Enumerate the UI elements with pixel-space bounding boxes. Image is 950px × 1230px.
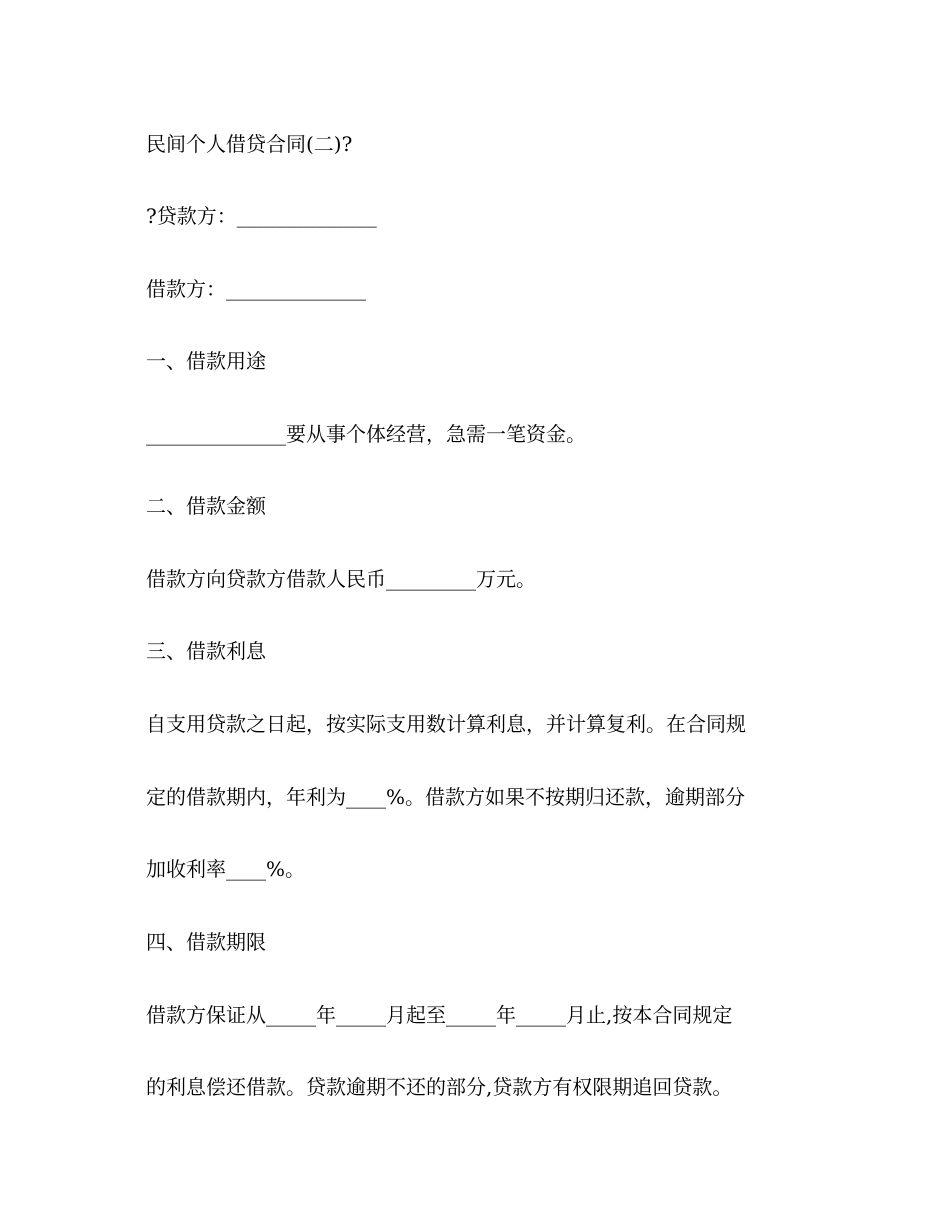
section-body-purpose: ______________要从事个体经营，急需一笔资金。: [146, 422, 586, 446]
interest-text-line: 加收利率____%。: [146, 857, 306, 881]
section-heading-amount: 二、借款金额: [146, 494, 266, 518]
term-text-line: 借款方保证从_____年_____月起至_____年_____月止,按本合同规定: [146, 1003, 733, 1027]
borrower-field: 借款方：______________: [146, 277, 366, 301]
section-heading-term: 四、借款期限: [146, 930, 266, 954]
section-body-amount: 借款方向贷款方借款人民币_________万元。: [146, 567, 536, 591]
lender-field: ?贷款方：______________: [146, 204, 377, 228]
term-text-line: 的利息偿还借款。贷款逾期不还的部分,贷款方有权限期追回贷款。: [146, 1075, 733, 1099]
section-heading-interest: 三、借款利息: [146, 639, 266, 663]
interest-text-line: 自支用贷款之日起，按实际支用数计算利息，并计算复利。在合同规: [146, 712, 746, 736]
interest-text-line: 定的借款期内，年利为____%。借款方如果不按期归还款，逾期部分: [146, 785, 746, 809]
contract-title: 民间个人借贷合同(二)?: [146, 132, 353, 156]
section-heading-purpose: 一、借款用途: [146, 349, 266, 373]
